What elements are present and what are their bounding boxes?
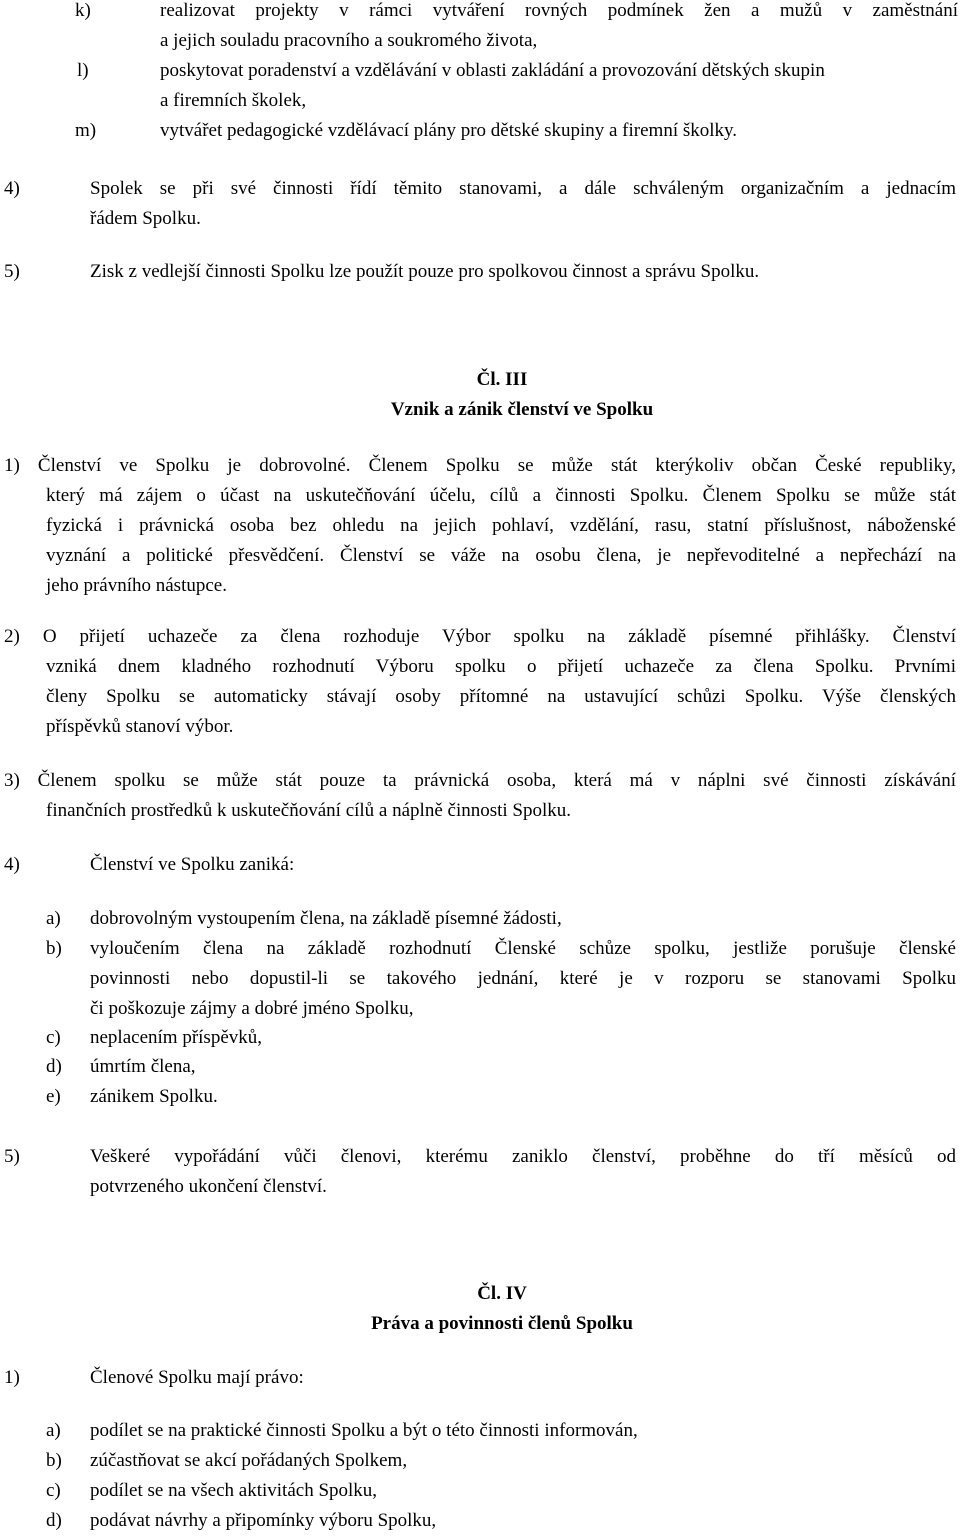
paragraph-text: Veškeré vypořádání vůči členovi, kterému zaniklo členství, proběhne do tří měsíců od bbox=[90, 1146, 956, 1167]
list-item-text: dobrovolným vystoupením člena, na základě písemné žádosti, bbox=[90, 908, 562, 929]
list-item-text: povinnosti nebo dopustil-li se takového jednání, které je v rozporu se stanovami Spolku bbox=[90, 968, 956, 989]
list-marker: e) bbox=[46, 1086, 61, 1107]
paragraph-text: který má zájem o účast na uskutečňování účelu, cílů a činnosti Spolku. Členem Spolku se může stát bbox=[46, 485, 956, 506]
paragraph-text: fyzická i právnická osoba bez ohledu na jejich pohlaví, vzdělání, rasu, statní příslušnost, náboženské bbox=[46, 515, 956, 536]
paragraph-marker: 5) bbox=[4, 261, 20, 282]
list-item-text: podávat návrhy a připomínky výboru Spolku, bbox=[90, 1510, 437, 1531]
list-marker: a) bbox=[46, 908, 61, 929]
paragraph-text: vzniká dnem kladného rozhodnutí Výboru spolku o přijetí uchazeče za člena Spolku. Prvními bbox=[46, 656, 956, 677]
paragraph-text: vyznání a politické přesvědčení. Členství se váže na osobu člena, je nepřevoditelné a nepřechází na bbox=[46, 545, 956, 566]
paragraph-text: 2) O přijetí uchazeče za člena rozhoduje Výbor spolku na základě písemné přihlášky. Členství bbox=[4, 626, 956, 647]
list-item-text: realizovat projekty v rámci vytváření rovných podmínek žen a mužů v zaměstnání bbox=[160, 0, 958, 21]
paragraph-text: finančních prostředků k uskutečňování cílů a náplně činnosti Spolku. bbox=[46, 800, 572, 821]
list-marker: b) bbox=[46, 938, 62, 959]
list-item-text: úmrtím člena, bbox=[90, 1056, 196, 1077]
list-item-text: neplacením příspěvků, bbox=[90, 1027, 263, 1048]
article-title: Práva a povinnosti členů Spolku bbox=[371, 1313, 633, 1334]
article-number: Čl. IV bbox=[477, 1283, 527, 1304]
paragraph-text: Členství ve Spolku zaniká: bbox=[90, 854, 295, 875]
paragraph-text: členy Spolku se automaticky stávají osoby přítomné na ustavující schůzi Spolku. Výše členských bbox=[46, 686, 956, 707]
paragraph-text: 3) Členem spolku se může stát pouze ta právnická osoba, která má v náplni své činnosti získávání bbox=[4, 770, 956, 791]
paragraph-text: řádem Spolku. bbox=[90, 208, 201, 229]
list-item-text: či poškozuje zájmy a dobré jméno Spolku, bbox=[90, 998, 414, 1019]
list-item-text: a firemních školek, bbox=[160, 90, 307, 111]
list-item-text: podílet se na všech aktivitách Spolku, bbox=[90, 1480, 378, 1501]
paragraph-text: jeho právního nástupce. bbox=[46, 575, 227, 596]
paragraph-text: 1) Členství ve Spolku je dobrovolné. Členem Spolku se může stát kterýkoliv občan České republiky, bbox=[4, 455, 956, 476]
paragraph-text: Členové Spolku mají právo: bbox=[90, 1367, 304, 1388]
list-item-text: poskytovat poradenství a vzdělávání v oblasti zakládání a provozování dětských skupin bbox=[160, 60, 825, 81]
list-item-text: vytvářet pedagogické vzdělávací plány pro dětské skupiny a firemní školky. bbox=[160, 120, 738, 141]
paragraph-text: Zisk z vedlejší činnosti Spolku lze použít pouze pro spolkovou činnost a správu Spolku. bbox=[90, 261, 760, 282]
paragraph-marker: 5) bbox=[4, 1146, 20, 1167]
article-title: Vznik a zánik členství ve Spolku bbox=[390, 399, 654, 420]
paragraph-text: Spolek se při své činnosti řídí těmito stanovami, a dále schváleným organizačním a jednacím bbox=[90, 178, 956, 199]
paragraph-marker: 1) bbox=[4, 1367, 20, 1388]
paragraph-text: potvrzeného ukončení členství. bbox=[90, 1176, 327, 1197]
list-marker: k) bbox=[75, 0, 91, 21]
list-marker: c) bbox=[46, 1480, 61, 1501]
list-marker: d) bbox=[46, 1510, 62, 1531]
paragraph-text: příspěvků stanoví výbor. bbox=[46, 716, 234, 737]
list-marker: m) bbox=[75, 120, 97, 141]
list-marker: d) bbox=[46, 1056, 62, 1077]
list-item-text: a jejich souladu pracovního a soukromého života, bbox=[160, 30, 538, 51]
paragraph-marker: 4) bbox=[4, 854, 20, 875]
list-marker: c) bbox=[46, 1027, 61, 1048]
article-number: Čl. III bbox=[476, 369, 528, 390]
list-marker: b) bbox=[46, 1450, 62, 1471]
list-marker: l) bbox=[77, 60, 89, 81]
list-marker: a) bbox=[46, 1420, 61, 1441]
list-item-text: vyloučením člena na základě rozhodnutí Členské schůze spolku, jestliže porušuje členské bbox=[90, 938, 956, 959]
list-item-text: zánikem Spolku. bbox=[90, 1086, 218, 1107]
list-item-text: zúčastňovat se akcí pořádaných Spolkem, bbox=[90, 1450, 408, 1471]
paragraph-marker: 4) bbox=[4, 178, 20, 199]
list-item-text: podílet se na praktické činnosti Spolku a být o této činnosti informován, bbox=[90, 1420, 638, 1441]
